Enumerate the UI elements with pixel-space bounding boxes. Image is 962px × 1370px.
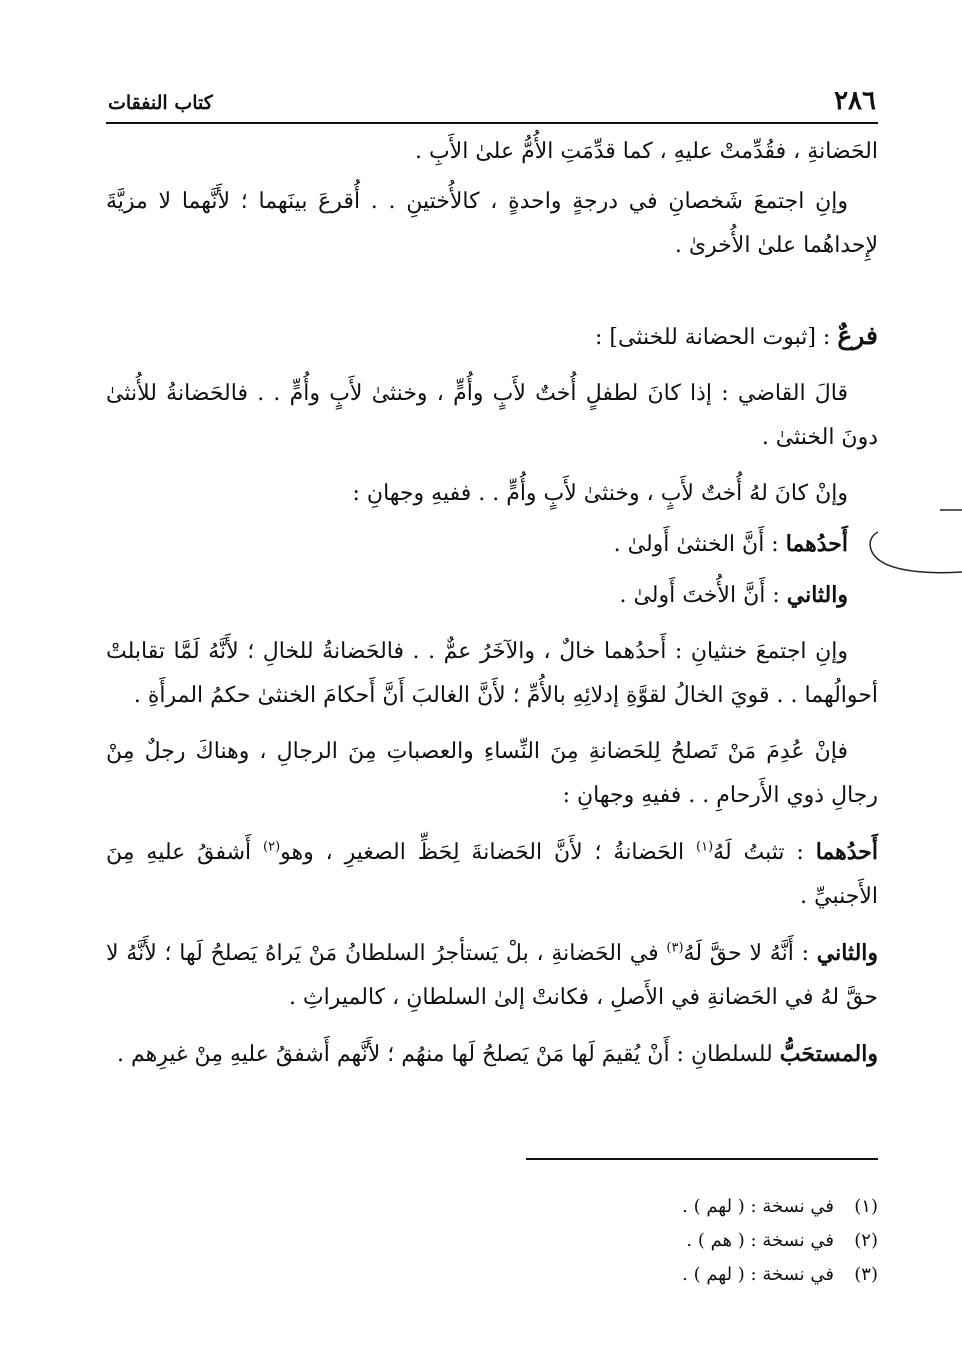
- paragraph-10-c: أَشفقُ عليهِ مِنَ الأَجنبيِّ .: [106, 840, 878, 909]
- footnote-1: [106, 1190, 878, 1224]
- footnote-1-text: في نسخة : ( لهم ) .: [682, 1196, 834, 1217]
- footnote-separator: [526, 1158, 878, 1160]
- footnotes: [106, 1190, 878, 1292]
- paragraph-7-text: : أَنَّ الأُختَ أَولىٰ .: [619, 583, 787, 608]
- book-title: كتاب النفقات: [108, 92, 213, 114]
- footnote-3: [106, 1258, 878, 1292]
- footnote-ref-1[interactable]: (١): [696, 839, 714, 855]
- footnote-1-number: (١): [854, 1196, 878, 1217]
- footnote-2-text: في نسخة : ( هم ) .: [686, 1230, 834, 1251]
- paragraph-11: [106, 931, 878, 1020]
- footnote-3-text: في نسخة : ( لهم ) .: [682, 1264, 834, 1285]
- footnote-2-number: (٢): [854, 1230, 878, 1251]
- paragraph-11-b: في الحَضانةِ ، بلْ يَستأجرُ السلطانُ مَنْ يَراهُ يَصلحُ لَها ؛ لأَنَّهُ لا حقَّ لهُ في الحَضانةِ في الأَصلِ ، فكانتْ إلىٰ السلطانِ ، كالميراثِ .: [106, 941, 878, 1010]
- main-text: [106, 130, 878, 1089]
- footnote-ref-3[interactable]: (٣): [666, 940, 684, 956]
- paragraph-7: [106, 573, 878, 618]
- paragraph-8: وإنِ اجتمعَ خنثيانِ : أَحدُهما خالٌ ، والآخَرُ عمٌّ . . فالحَضانةُ للخالِ ؛ لأَنَّهُ لَمَّا تقابلتْ أحوالُهما . . قويَ الخالُ لقوَّةِ إدلائِهِ بالأُمِّ ؛ لأَنَّ الغالبَ أَنَّ أَحكامَ الخنثىٰ حكمُ المرأَةِ .: [106, 639, 878, 708]
- paragraph-6-text: : أَنَّ الخنثىٰ أَولىٰ .: [613, 532, 786, 557]
- paragraph-10-a: : تثبتُ لَهُ: [713, 840, 816, 865]
- term-first-2: أَحدُهما: [815, 839, 878, 865]
- section-gap: [106, 280, 878, 314]
- term-first: أَحدُهما: [785, 531, 848, 557]
- paragraph-6: [106, 522, 878, 567]
- paragraph-5: وإنْ كانَ لهُ أُختٌ لأَبٍ ، وخنثىٰ لأَبٍ وأُمٍّ . . ففيهِ وجهانِ :: [352, 481, 848, 506]
- paragraph-10-b: الحَضانةُ ؛ لأَنَّ الحَضانةَ لِحَظِّ الصغيرِ ، وهو: [280, 840, 697, 865]
- paragraph-1: الحَضانةِ ، فقُدِّمتْ عليهِ ، كما قدِّمَتِ الأُمُّ علىٰ الأَبِ .: [414, 139, 878, 164]
- term-second: والثاني: [786, 582, 848, 608]
- running-header: [106, 86, 878, 124]
- paragraph-2: وإنِ اجتمعَ شَخصانِ في درجةٍ واحدةٍ ، كالأُختينِ . . أُقرعَ بينَهما ؛ لأَنَّهما لا مزيَّةَ لإِحداهُما علىٰ الأُخرىٰ .: [106, 189, 878, 258]
- footnote-3-number: (٣): [854, 1264, 878, 1285]
- term-recommended: والمستحَبُّ: [779, 1041, 878, 1067]
- term-second-2: والثاني: [816, 940, 879, 966]
- page-number: ٢٨٦: [834, 86, 876, 116]
- footnote-ref-2[interactable]: (٢): [263, 839, 281, 855]
- heading-title: : [ثبوت الحضانة للخنثى] :: [595, 325, 838, 350]
- paragraph-11-a: : أَنَّهُ لا حقَّ لَهُ: [683, 941, 817, 966]
- paragraph-12: [106, 1032, 878, 1077]
- paragraph-12-text: للسلطانِ : أَنْ يُقيمَ لَها مَنْ يَصلحُ لَها منهُم ؛ لأَنَّهم أَشفقُ عليهِ مِنْ غيرِهم .: [116, 1042, 780, 1067]
- margin-bracket-mark: [862, 498, 962, 588]
- footnote-2: [106, 1224, 878, 1258]
- section-heading: [106, 314, 878, 360]
- paragraph-4: قالَ القاضي : إذا كانَ لطفلٍ أُختٌ لأَبٍ وأُمٍّ ، وخنثىٰ لأَبٍ وأُمٍّ . . فالحَضانةُ للأُنثىٰ دونَ الخنثىٰ .: [106, 381, 878, 450]
- paragraph-9: فإنْ عُدِمَ مَنْ تَصلحُ لِلحَضانةِ مِنَ النِّساءِ والعصباتِ مِنَ الرجالِ ، وهناكَ رجلٌ مِنْ رجالِ ذوي الأَرحامِ . . ففيهِ وجهانِ :: [106, 739, 878, 808]
- heading-label: فرعٌ: [837, 321, 878, 350]
- paragraph-10: [106, 830, 878, 919]
